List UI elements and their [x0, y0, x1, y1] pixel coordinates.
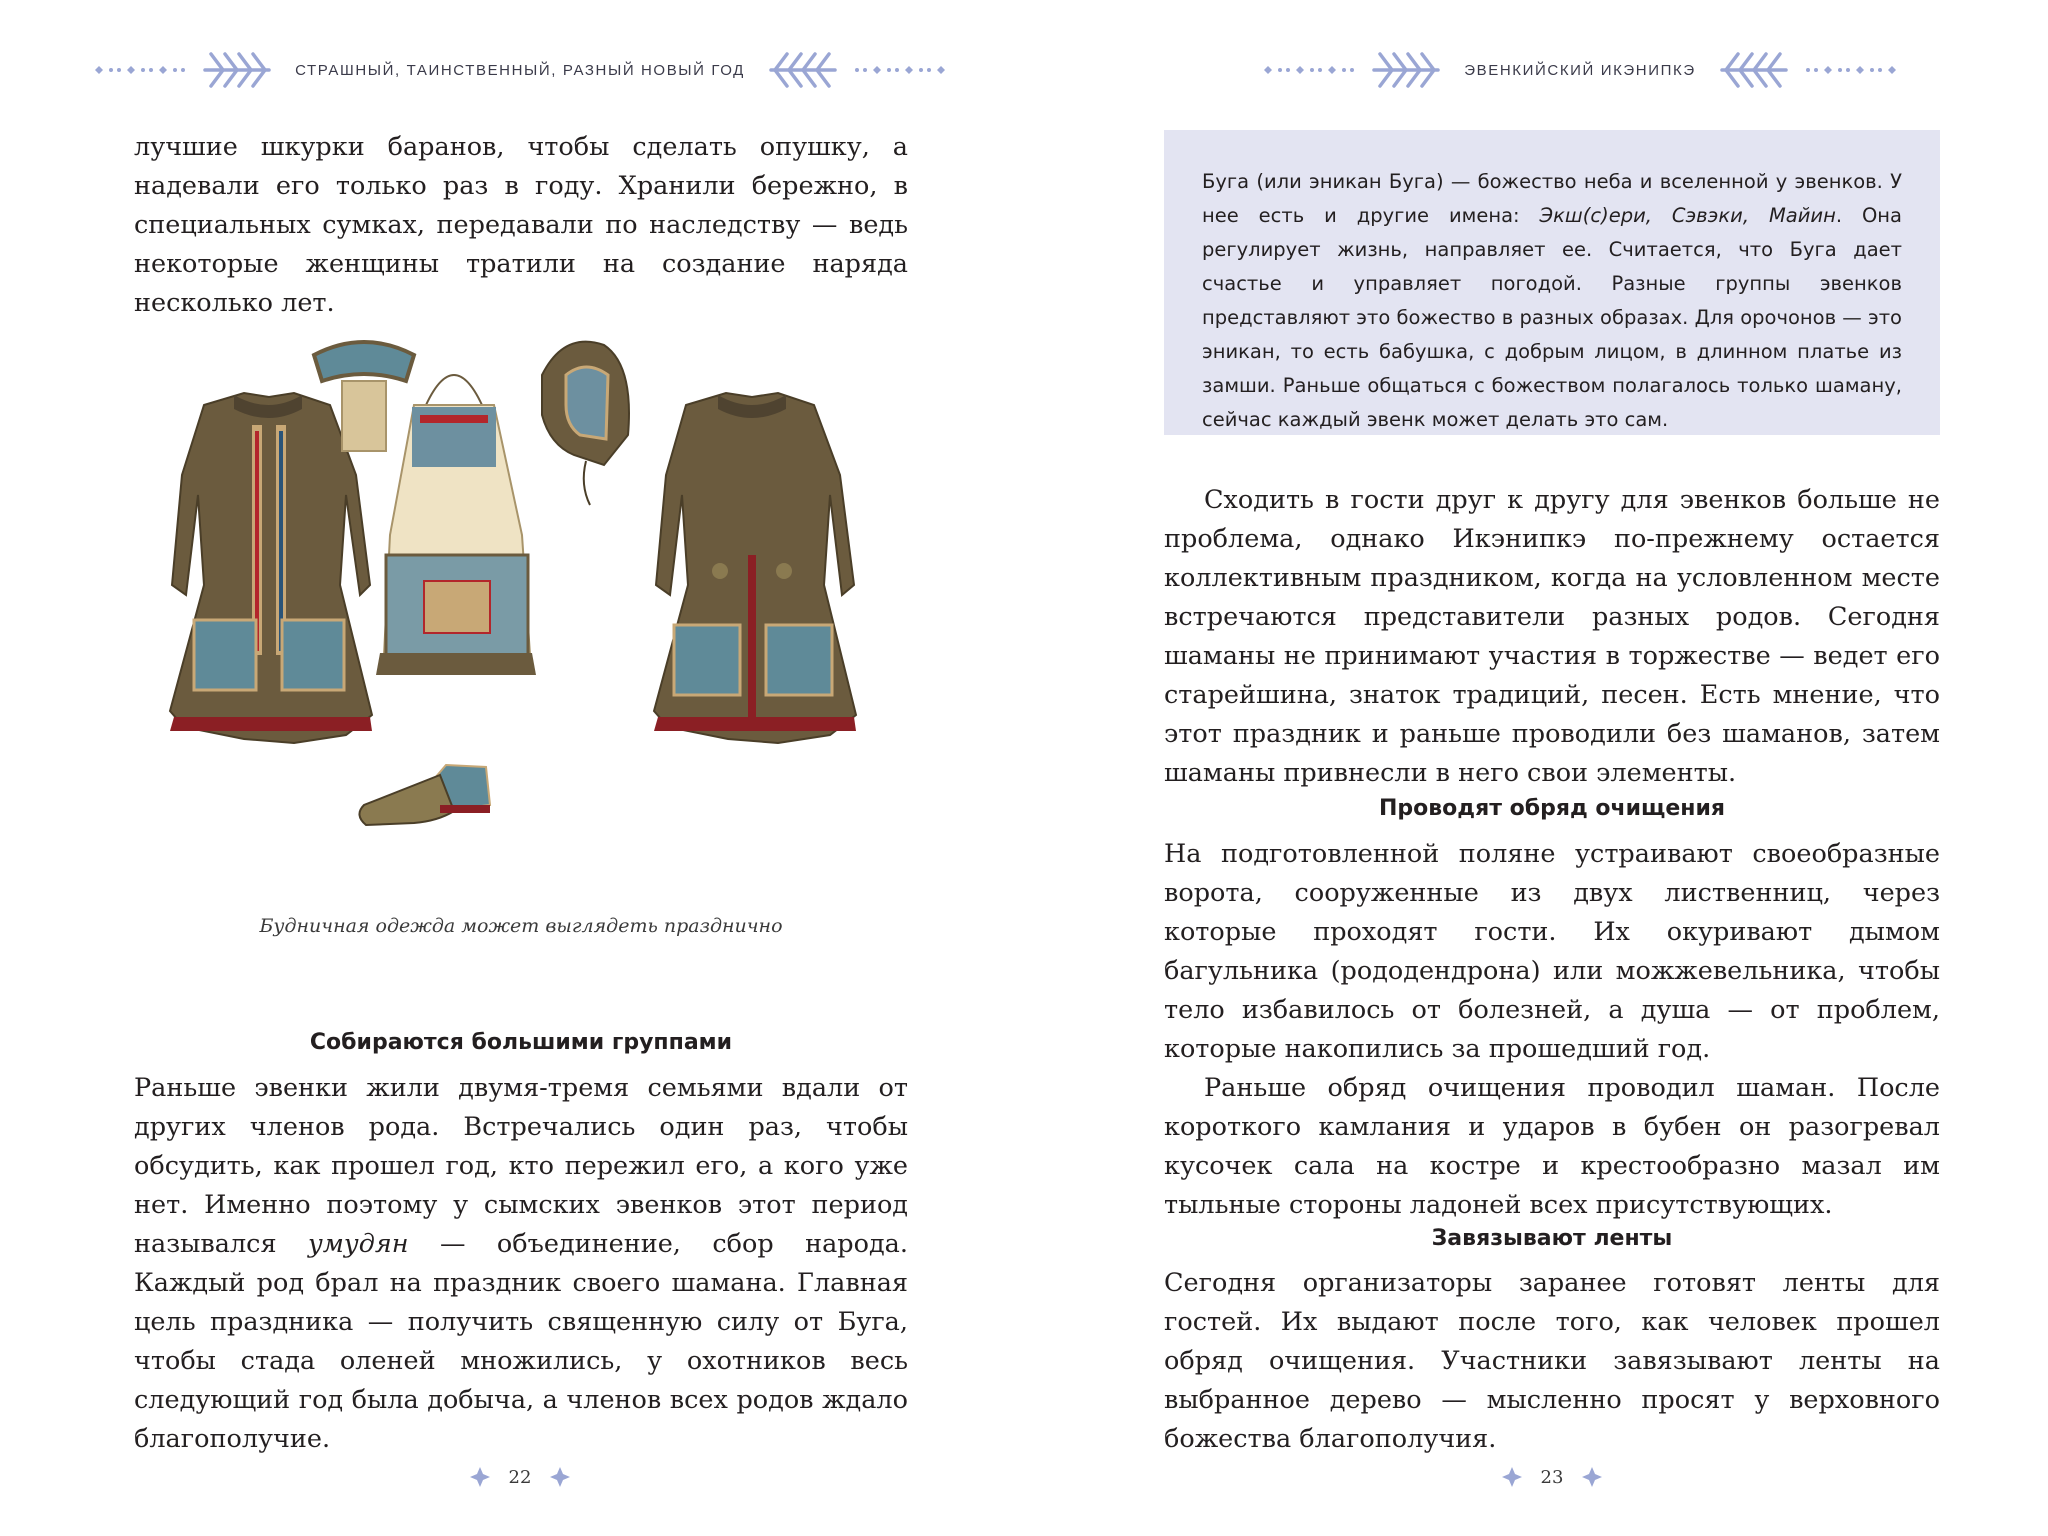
right-page [1024, 0, 2048, 1536]
apron [376, 375, 536, 675]
dotted-diamond-ornament-icon [1260, 60, 1360, 80]
header-ornament-right [767, 48, 949, 92]
snowflake-ornament-icon [1501, 1466, 1523, 1488]
info-sidebar-box: Буга (или эникан Буга) — божество неба и вселенной у эвенков. У нее есть и другие имена: Экш(с)ери, Сэвэки, Майин. Она регулирует жизнь, направляет ее. Считается, что Буга дает счастье и управляет погодой. Разные группы эвенков представляют это божество в разных образах. Для орочонов — это эникан, то есть бабушка, с добрым лицом, в длинном платье из замши. Раньше общаться с божеством полагалось только шаману, сейчас каждый эвенк может делать это сам. [1164, 130, 1940, 435]
dotted-diamond-ornament-icon [1800, 60, 1900, 80]
paragraph-text: Сходить в гости друг к другу для эвенков больше не проблема, однако Икэнипкэ по-прежнему остается коллективным праздником, когда на условленном месте встречаются представители разных родов. Сегодня шаманы не принимают участия в торжестве — ведет его старейшина, знаток традиций, песен. Есть мнение, что этот праздник и раньше проводили без шаманов, затем шаманы привнесли в него свои элементы. [1164, 485, 1940, 788]
page-number: 22 [508, 1466, 532, 1488]
body-paragraph [134, 128, 908, 323]
section-heading: Завязывают ленты [1431, 1226, 1673, 1251]
evenk-clothing-illustration [134, 335, 908, 895]
running-head-title: СТРАШНЫЙ, ТАИНСТВЕННЫЙ, РАЗНЫЙ НОВЫЙ ГОД [295, 61, 745, 79]
italic-term: умудян [307, 1229, 409, 1259]
running-head-left [100, 52, 940, 88]
header-ornament-left [1260, 48, 1442, 92]
header-ornament-right [1718, 48, 1900, 92]
fir-branch-ornament-icon [1718, 48, 1790, 92]
dotted-diamond-ornament-icon [91, 60, 191, 80]
italic-names: Экш(с)ери, Сэвэки, Майин [1539, 204, 1836, 227]
section-heading: Проводят обряд очищения [1378, 796, 1725, 821]
running-head-title: ЭВЕНКИЙСКИЙ ИКЭНИПКЭ [1464, 61, 1696, 79]
snowflake-ornament-icon [469, 1466, 491, 1488]
running-head-right [1240, 52, 1920, 88]
paragraph-text: лучшие шкурки баранов, чтобы сделать опушку, а надевали его только раз в году. Хранили бережно, в специальных сумках, передавали по наследству — ведь некоторые женщины тратили на создание наряда несколько лет. [134, 132, 908, 318]
snowflake-ornament-icon [549, 1466, 571, 1488]
page-number-right [1472, 1462, 1632, 1492]
body-paragraph [1164, 481, 1940, 793]
body-paragraph [1164, 835, 1940, 1225]
page-number: 23 [1540, 1466, 1564, 1488]
fir-branch-ornament-icon [201, 48, 273, 92]
paragraph-text: На подготовленной поляне устраивают своеобразные ворота, сооруженные из двух лиственниц, через которые проходят гости. Их окуривают дымом багульника (рододендрона) или можжевельника, чтобы тело избавилось от болезней, а душа — от проблем, которые накопились за прошедший год. [1164, 839, 1940, 1064]
right-fur-coat [654, 393, 856, 743]
dotted-diamond-ornament-icon [849, 60, 949, 80]
paragraph-text: Сегодня организаторы заранее готовят ленты для гостей. Их выдают после того, как человек прошел обряд очищения. Участники завязывают ленты на выбранное дерево — мысленно просят у верховного божества благополучия. [1164, 1268, 1940, 1454]
body-paragraph [1164, 1264, 1940, 1459]
header-ornament-left [91, 48, 273, 92]
body-paragraph [134, 1069, 908, 1459]
hood [542, 342, 629, 505]
paragraph-text: Раньше эвенки жили двумя-тремя семьями вдали от других членов рода. Встречались один раз, чтобы обсудить, как прошел год, кто пережил его, а кого уже нет. Именно поэтому у сымских эвенков этот период назывался умудян — объединение, сбор народа. Каждый род брал на праздник своего шамана. Главная цель праздника — получить священную силу от Буга, чтобы стада оленей множились, у охотников весь следующий год была добыча, а членов всех родов ждало благополучие. [134, 1073, 908, 1454]
fir-branch-ornament-icon [767, 48, 839, 92]
fir-branch-ornament-icon [1370, 48, 1442, 92]
boot [359, 765, 490, 825]
section-heading: Собираются большими группами [309, 1030, 733, 1055]
snowflake-ornament-icon [1581, 1466, 1603, 1488]
page-number-left [440, 1462, 600, 1492]
figure-caption: Будничная одежда может выглядеть празднично [259, 915, 783, 937]
paragraph-text: Раньше обряд очищения проводил шаман. После короткого камлания и ударов в бубен он разогревал кусочек сала на костре и крестообразно мазал им тыльные стороны ладоней всех присутствующих. [1164, 1073, 1940, 1220]
